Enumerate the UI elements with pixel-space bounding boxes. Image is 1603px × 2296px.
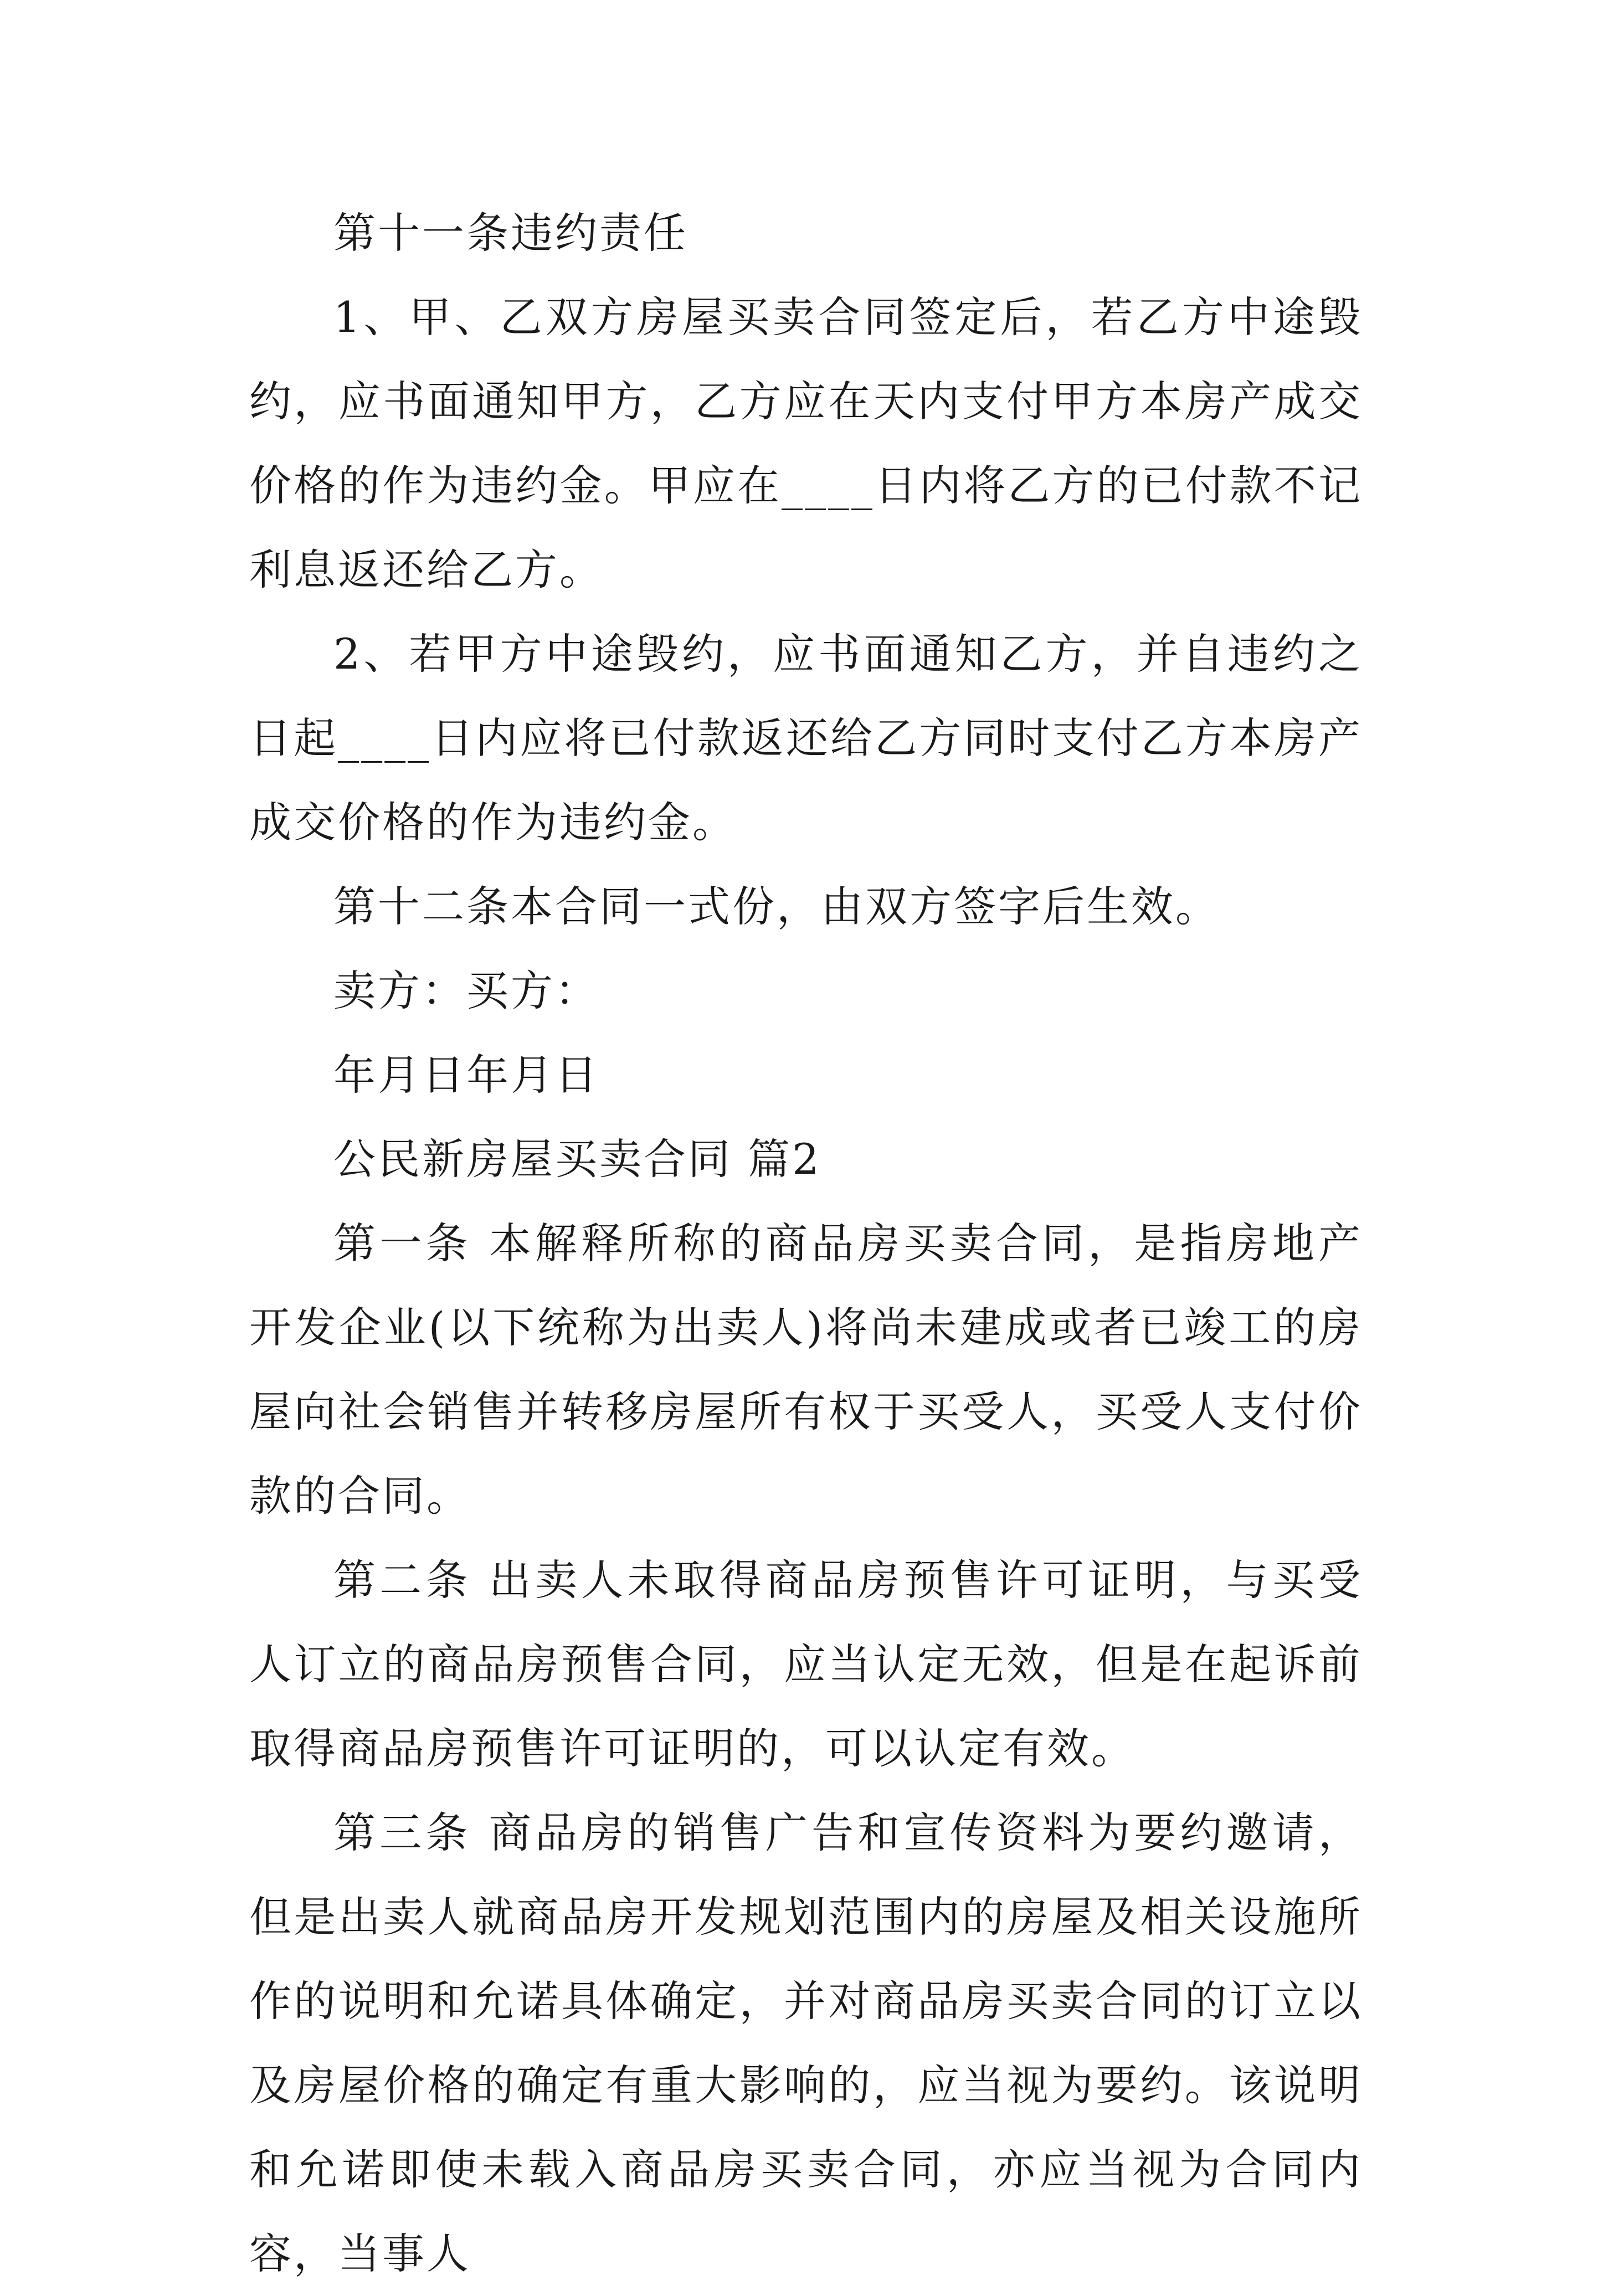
article-11-heading: 第十一条违约责任: [333, 208, 688, 258]
article-11-clause-1: 1、甲、乙双方房屋买卖合同签定后，若乙方中途毁约，应书面通知甲方，乙方应在天内支付甲方本房产成交价格的作为违约金。甲应在____日内将乙方的已付款不记利息返还给乙方。: [249, 292, 1363, 594]
article-11-clause-2: 2、若甲方中途毁约，应书面通知乙方，并自违约之日起____日内应将已付款返还给乙方同时支付乙方本房产成交价格的作为违约金。: [249, 629, 1363, 847]
article-12: 第十二条本合同一式份，由双方签字后生效。: [333, 882, 1220, 931]
signature-parties: 卖方：买方：: [333, 966, 599, 1015]
article-1: 第一条 本解释所称的商品房买卖合同，是指房地产开发企业(以下统称为出卖人)将尚未建成或者已竣工的房屋向社会销售并转移房屋所有权于买受人，买受人支付价款的合同。: [249, 1219, 1363, 1521]
article-3: 第三条 商品房的销售广告和宣传资料为要约邀请，但是出卖人就商品房开发规划范围内的房屋及相关设施所作的说明和允诺具体确定，并对商品房买卖合同的订立以及房屋价格的确定有重大影响的，应当视为要约。该说明和允诺即使未载入商品房买卖合同，亦应当视为合同内容，当事人: [249, 1808, 1363, 2278]
article-2: 第二条 出卖人未取得商品房预售许可证明，与买受人订立的商品房预售合同，应当认定无效，但是在起诉前取得商品房预售许可证明的，可以认定有效。: [249, 1555, 1363, 1773]
section-title: 公民新房屋买卖合同 篇2: [333, 1134, 821, 1184]
document-body: [249, 191, 1363, 2296]
signature-dates: 年月日年月日: [333, 1050, 599, 1100]
